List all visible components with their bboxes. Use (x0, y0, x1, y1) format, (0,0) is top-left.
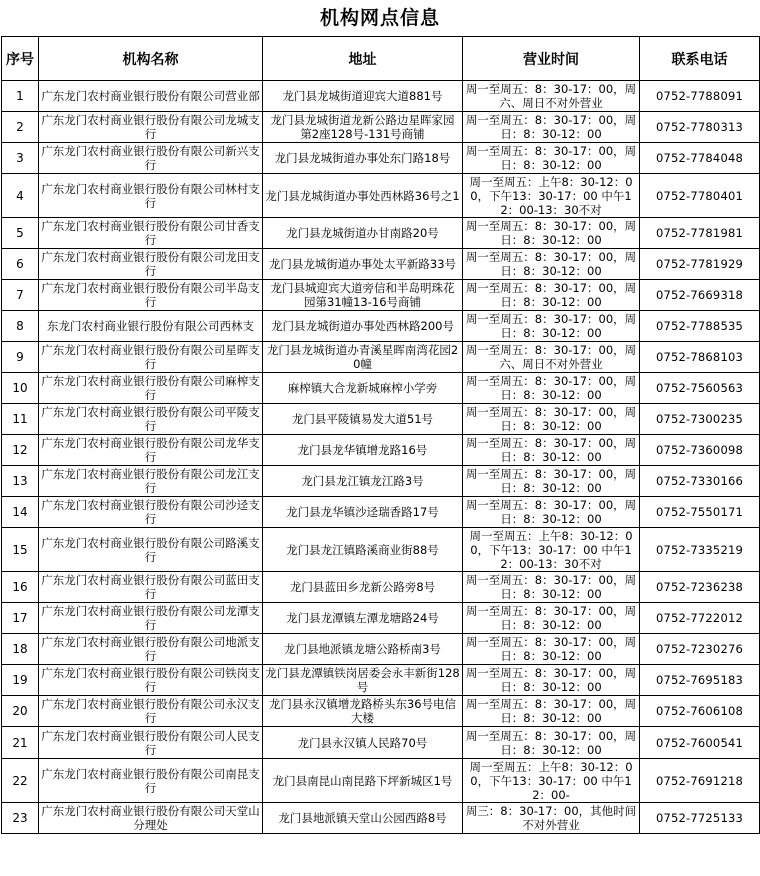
cell-address[interactable]: 龙门县龙城街道办事处东门路18号 (263, 143, 463, 174)
cell-phone[interactable]: 0752-7300235 (640, 404, 760, 435)
table-row (2, 280, 760, 311)
cell-seq-no[interactable]: 22 (2, 759, 39, 803)
cell-business-hours[interactable]: 周一至周五：8：30-17：00，周日：8：30-12：00 (463, 280, 640, 311)
table-row (2, 497, 760, 528)
table-row (2, 404, 760, 435)
cell-phone[interactable]: 0752-7725133 (640, 803, 760, 834)
cell-branch-name[interactable]: 广东龙门农村商业银行股份有限公司沙迳支行 (39, 497, 263, 528)
cell-branch-name[interactable]: 广东龙门农村商业银行股份有限公司龙田支行 (39, 249, 263, 280)
cell-business-hours[interactable]: 周一至周五：8：30-17：00，周日：8：30-12：00 (463, 404, 640, 435)
cell-phone[interactable]: 0752-7606108 (640, 696, 760, 727)
branch-table (1, 36, 760, 834)
cell-branch-name[interactable]: 广东龙门农村商业银行股份有限公司龙潭支行 (39, 603, 263, 634)
cell-phone[interactable]: 0752-7781981 (640, 218, 760, 249)
table-row (2, 803, 760, 834)
cell-business-hours[interactable]: 周一至周五：上午8：30-12：00，下午13：30-17：00 中午12：00-13：30不对 (463, 174, 640, 218)
cell-phone[interactable]: 0752-7691218 (640, 759, 760, 803)
cell-branch-name[interactable]: 广东龙门农村商业银行股份有限公司营业部 (39, 81, 263, 112)
cell-phone[interactable]: 0752-7330166 (640, 466, 760, 497)
cell-business-hours[interactable]: 周一至周五：8：30-17：00，周日：8：30-12：00 (463, 143, 640, 174)
table-row (2, 373, 760, 404)
cell-phone[interactable]: 0752-7722012 (640, 603, 760, 634)
cell-seq-no[interactable]: 9 (2, 342, 39, 373)
cell-address[interactable]: 龙门县永汉镇人民路70号 (263, 727, 463, 759)
table-row (2, 311, 760, 342)
cell-business-hours[interactable]: 周一至周五：8：30-17：00，周日：8：30-12：00 (463, 311, 640, 342)
table-row (2, 665, 760, 696)
cell-seq-no[interactable]: 6 (2, 249, 39, 280)
cell-branch-name[interactable]: 广东龙门农村商业银行股份有限公司天堂山分理处 (39, 803, 263, 834)
cell-business-hours[interactable]: 周一至周五：上午8：30-12：00，下午13：30-17：00 中午12：00-13：30不对 (463, 528, 640, 572)
cell-phone[interactable]: 0752-7868103 (640, 342, 760, 373)
header-phone: 联系电话 (640, 37, 760, 81)
cell-business-hours[interactable]: 周一至周五：8：30-17：00，周六、周日不对外营业 (463, 81, 640, 112)
cell-branch-name[interactable]: 广东龙门农村商业银行股份有限公司龙江支行 (39, 466, 263, 497)
cell-phone[interactable]: 0752-7335219 (640, 528, 760, 572)
table-row (2, 759, 760, 803)
cell-business-hours[interactable]: 周一至周五：8：30-17：00，周日：8：30-12：00 (463, 466, 640, 497)
cell-seq-no[interactable]: 7 (2, 280, 39, 311)
cell-address[interactable]: 龙门县龙城街道办事处西林路36号之1 (263, 174, 463, 218)
cell-branch-name[interactable]: 广东龙门农村商业银行股份有限公司人民支行 (39, 727, 263, 759)
cell-seq-no[interactable]: 4 (2, 174, 39, 218)
table-row (2, 435, 760, 466)
cell-phone[interactable]: 0752-7780401 (640, 174, 760, 218)
header-hours: 营业时间 (463, 37, 640, 81)
cell-phone[interactable]: 0752-7669318 (640, 280, 760, 311)
cell-seq-no[interactable]: 16 (2, 572, 39, 603)
cell-business-hours[interactable]: 周一至周五：8：30-17：00，周日：8：30-12：00 (463, 634, 640, 665)
cell-phone[interactable]: 0752-7550171 (640, 497, 760, 528)
header-no: 序号 (2, 37, 39, 81)
cell-branch-name[interactable]: 广东龙门农村商业银行股份有限公司星晖支行 (39, 342, 263, 373)
cell-branch-name[interactable]: 广东龙门农村商业银行股份有限公司路溪支行 (39, 528, 263, 572)
header-row (2, 37, 760, 81)
cell-business-hours[interactable]: 周一至周五：8：30-17：00，周日：8：30-12：00 (463, 373, 640, 404)
cell-branch-name[interactable]: 广东龙门农村商业银行股份有限公司林村支行 (39, 174, 263, 218)
cell-branch-name[interactable]: 广东龙门农村商业银行股份有限公司地派支行 (39, 634, 263, 665)
cell-seq-no[interactable]: 1 (2, 81, 39, 112)
table-row (2, 81, 760, 112)
cell-branch-name[interactable]: 广东龙门农村商业银行股份有限公司南昆支行 (39, 759, 263, 803)
table-row (2, 696, 760, 727)
cell-branch-name[interactable]: 广东龙门农村商业银行股份有限公司麻榨支行 (39, 373, 263, 404)
cell-address[interactable]: 龙门县龙城街道办事处西林路200号 (263, 311, 463, 342)
cell-seq-no[interactable]: 3 (2, 143, 39, 174)
cell-business-hours[interactable]: 周一至周五：8：30-17：00，周日：8：30-12：00 (463, 696, 640, 727)
cell-address[interactable]: 龙门县平陵镇易发大道51号 (263, 404, 463, 435)
cell-address[interactable]: 龙门县龙江镇路溪商业街88号 (263, 528, 463, 572)
cell-phone[interactable]: 0752-7695183 (640, 665, 760, 696)
cell-business-hours[interactable]: 周一至周五：8：30-17：00，周日：8：30-12：00 (463, 249, 640, 280)
cell-business-hours[interactable]: 周一至周五：8：30-17：00，周日：8：30-12：00 (463, 218, 640, 249)
cell-branch-name[interactable]: 广东龙门农村商业银行股份有限公司新兴支行 (39, 143, 263, 174)
cell-business-hours[interactable]: 周一至周五：8：30-17：00，周日：8：30-12：00 (463, 665, 640, 696)
cell-address[interactable]: 龙门县龙江镇龙江路3号 (263, 466, 463, 497)
cell-seq-no[interactable]: 19 (2, 665, 39, 696)
cell-business-hours[interactable]: 周一至周五：8：30-17：00，周日：8：30-12：00 (463, 727, 640, 759)
cell-business-hours[interactable]: 周三：8：30-17：00，其他时间不对外营业 (463, 803, 640, 834)
cell-business-hours[interactable]: 周一至周五：8：30-17：00，周日：8：30-12：00 (463, 603, 640, 634)
table-row (2, 466, 760, 497)
cell-address[interactable]: 龙门县地派镇龙塘公路桥南3号 (263, 634, 463, 665)
cell-seq-no[interactable]: 8 (2, 311, 39, 342)
cell-branch-name[interactable]: 广东龙门农村商业银行股份有限公司永汉支行 (39, 696, 263, 727)
cell-address[interactable]: 龙门县龙华镇沙迳瑞香路17号 (263, 497, 463, 528)
cell-address[interactable]: 龙门县蓝田乡龙新公路旁8号 (263, 572, 463, 603)
cell-branch-name[interactable]: 东龙门农村商业银行股份有限公司西林支 (39, 311, 263, 342)
cell-phone[interactable]: 0752-7600541 (640, 727, 760, 759)
cell-address[interactable]: 龙门县城迎宾大道旁信和半岛明珠花园第31幢13-16号商铺 (263, 280, 463, 311)
cell-seq-no[interactable]: 10 (2, 373, 39, 404)
table-row (2, 112, 760, 143)
cell-phone[interactable]: 0752-7788091 (640, 81, 760, 112)
cell-business-hours[interactable]: 周一至周五：8：30-17：00，周六、周日不对外营业 (463, 342, 640, 373)
table-row (2, 603, 760, 634)
table-row (2, 727, 760, 759)
cell-seq-no[interactable]: 15 (2, 528, 39, 572)
cell-address[interactable]: 龙门县龙城街道龙新公路边星晖家园第2座128号-131号商铺 (263, 112, 463, 143)
table-row (2, 174, 760, 218)
cell-address[interactable]: 龙门县龙潭镇左潭龙塘路24号 (263, 603, 463, 634)
cell-seq-no[interactable]: 5 (2, 218, 39, 249)
cell-branch-name[interactable]: 广东龙门农村商业银行股份有限公司平陵支行 (39, 404, 263, 435)
cell-address[interactable]: 龙门县地派镇天堂山公园西路8号 (263, 803, 463, 834)
page-title: 机构网点信息 (319, 7, 440, 29)
table-row (2, 249, 760, 280)
cell-address[interactable]: 龙门县龙城街道办甘南路20号 (263, 218, 463, 249)
cell-seq-no[interactable]: 23 (2, 803, 39, 834)
cell-phone[interactable]: 0752-7360098 (640, 435, 760, 466)
cell-address[interactable]: 龙门县龙城街道办事处太平新路33号 (263, 249, 463, 280)
cell-address[interactable]: 麻榨镇大合龙新城麻榨小学旁 (263, 373, 463, 404)
cell-branch-name[interactable]: 广东龙门农村商业银行股份有限公司甘香支行 (39, 218, 263, 249)
cell-seq-no[interactable]: 18 (2, 634, 39, 665)
cell-branch-name[interactable]: 广东龙门农村商业银行股份有限公司蓝田支行 (39, 572, 263, 603)
cell-branch-name[interactable]: 广东龙门农村商业银行股份有限公司半岛支行 (39, 280, 263, 311)
cell-seq-no[interactable]: 20 (2, 696, 39, 727)
cell-phone[interactable]: 0752-7780313 (640, 112, 760, 143)
table-body (2, 81, 760, 834)
cell-branch-name[interactable]: 广东龙门农村商业银行股份有限公司龙华支行 (39, 435, 263, 466)
cell-seq-no[interactable]: 12 (2, 435, 39, 466)
cell-phone[interactable]: 0752-7784048 (640, 143, 760, 174)
table-row (2, 572, 760, 603)
header-name: 机构名称 (39, 37, 263, 81)
cell-address[interactable]: 龙门县永汉镇增龙路桥头东36号电信大楼 (263, 696, 463, 727)
cell-business-hours[interactable]: 周一至周五：8：30-17：00，周日：8：30-12：00 (463, 572, 640, 603)
cell-branch-name[interactable]: 广东龙门农村商业银行股份有限公司铁岗支行 (39, 665, 263, 696)
cell-address[interactable]: 龙门县龙城街道办青溪星晖南湾花园20幢 (263, 342, 463, 373)
cell-seq-no[interactable]: 13 (2, 466, 39, 497)
cell-seq-no[interactable]: 11 (2, 404, 39, 435)
cell-business-hours[interactable]: 周一至周五：8：30-17：00，周日：8：30-12：00 (463, 435, 640, 466)
header-address: 地址 (263, 37, 463, 81)
cell-phone[interactable]: 0752-7236238 (640, 572, 760, 603)
table-row (2, 342, 760, 373)
cell-phone[interactable]: 0752-7230276 (640, 634, 760, 665)
cell-business-hours[interactable]: 周一至周五：上午8：30-12：00，下午13：30-17：00 中午12：00- (463, 759, 640, 803)
cell-address[interactable]: 龙门县南昆山南昆路下坪新城区1号 (263, 759, 463, 803)
table-row (2, 218, 760, 249)
table-row (2, 528, 760, 572)
table-row (2, 634, 760, 665)
cell-seq-no[interactable]: 2 (2, 112, 39, 143)
cell-branch-name[interactable]: 广东龙门农村商业银行股份有限公司龙城支行 (39, 112, 263, 143)
cell-business-hours[interactable]: 周一至周五：8：30-17：00，周日：8：30-12：00 (463, 112, 640, 143)
cell-address[interactable]: 龙门县龙华镇增龙路16号 (263, 435, 463, 466)
table-row (2, 143, 760, 174)
cell-seq-no[interactable]: 21 (2, 727, 39, 759)
cell-phone[interactable]: 0752-7788535 (640, 311, 760, 342)
cell-business-hours[interactable]: 周一至周五：8：30-17：00，周日：8：30-12：00 (463, 497, 640, 528)
cell-phone[interactable]: 0752-7560563 (640, 373, 760, 404)
cell-address[interactable]: 龙门县龙潭镇铁岗居委会永丰新街128号 (263, 665, 463, 696)
cell-seq-no[interactable]: 17 (2, 603, 39, 634)
cell-phone[interactable]: 0752-7781929 (640, 249, 760, 280)
cell-address[interactable]: 龙门县龙城街道迎宾大道881号 (263, 81, 463, 112)
cell-seq-no[interactable]: 14 (2, 497, 39, 528)
